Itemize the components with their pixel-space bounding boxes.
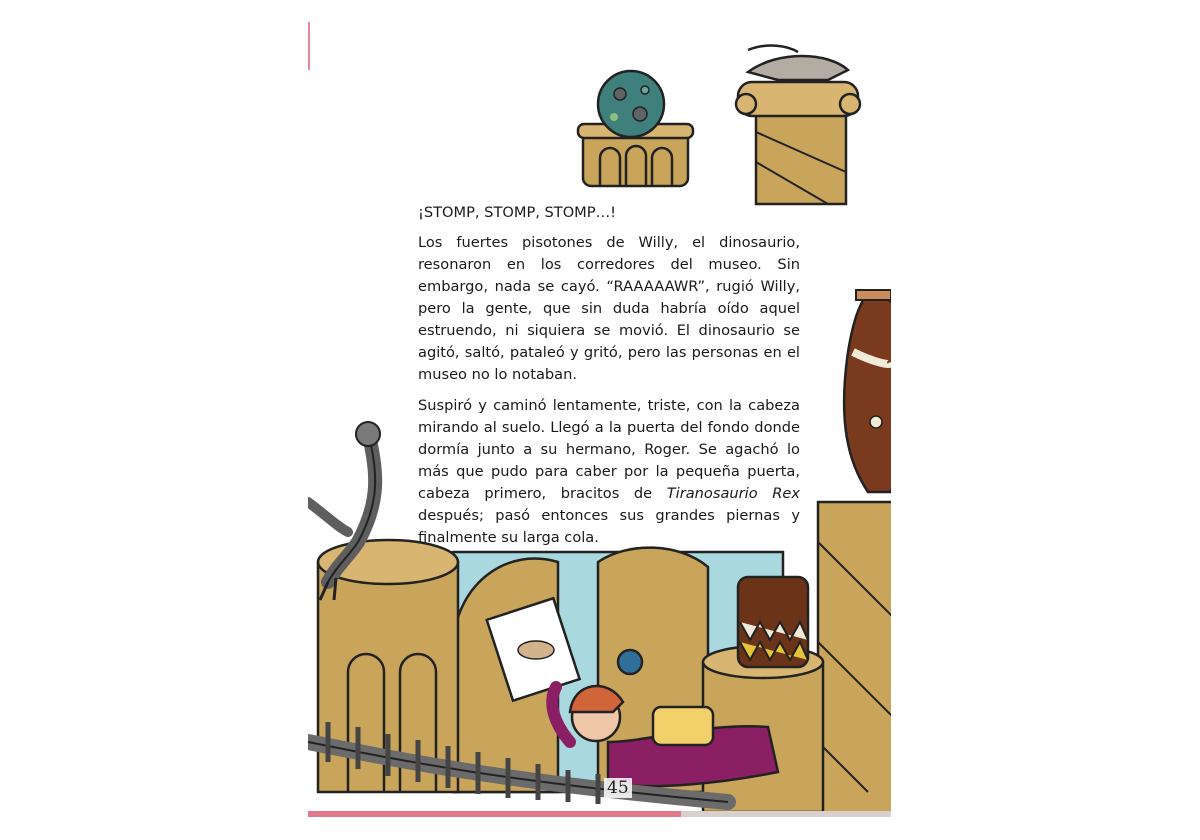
page-bottom-bar-shade: [681, 811, 891, 817]
right-column: [818, 502, 891, 817]
book-page: [308, 22, 891, 817]
paragraph-2-text-b: después; pasó entonces sus grandes piernas y finalmente su larga cola.: [418, 507, 800, 546]
ancient-vase: [844, 290, 891, 492]
page-number: 45: [604, 778, 632, 798]
stomp-heading: ¡STOMP, STOMP, STOMP…!: [418, 204, 617, 221]
species-name: Tiranosaurio Rex: [666, 485, 800, 502]
skull-column: [736, 46, 860, 204]
paragraph-1: Los fuertes pisotones de Willy, el dinosaurio, resonaron en los corredores del museo. Sin embargo, nada se cayó. “RAAAAAWR”, rugió Willy, pero la gente, que sin duda habría oído aquel estruendo, ni siquiera se movió. El dinosaurio se agitó, saltó, pataleó y gritó, pero las personas en el museo no lo notaban.: [418, 234, 800, 383]
story-text: [418, 202, 800, 558]
paragraph-2-text-a: Suspiró y caminó lentamente, triste, con la cabeza mirando al suelo. Llegó a la puerta del fondo donde dormía junto a su hermano, Roger. Se agachó lo más que pudo para caber por la pequeña puerta, cabeza primero, bracitos de: [418, 397, 800, 502]
page-bottom-bar: [308, 811, 891, 817]
paragraph-2: [418, 395, 800, 549]
meteorite: [598, 71, 664, 137]
